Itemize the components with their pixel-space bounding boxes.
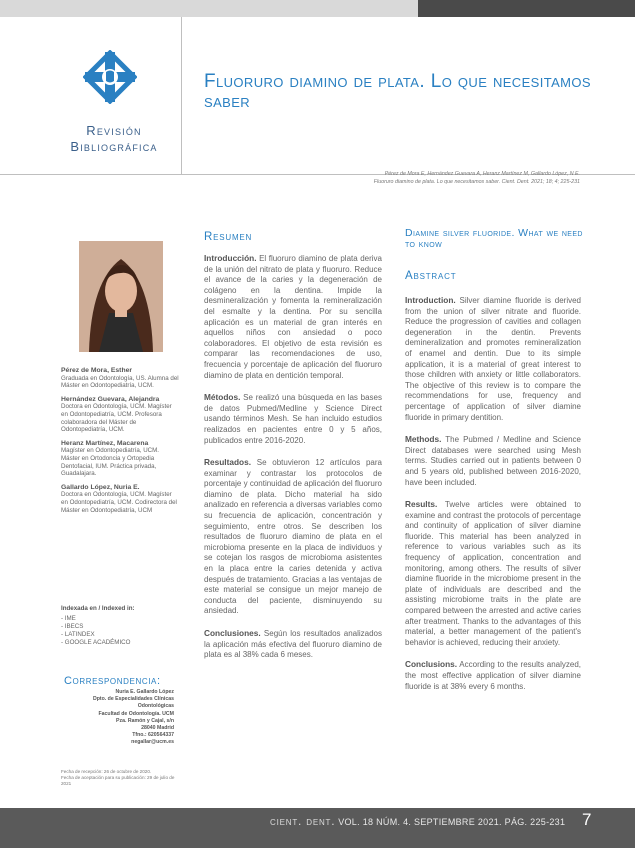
indexed-item: - IME: [61, 615, 76, 622]
abstract-paragraph: [405, 499, 581, 648]
correspondence-line: 28040 Madrid: [141, 725, 174, 732]
received-date: Fecha de recepción: 26 de octubre de 2020.: [61, 769, 152, 774]
section-label: [48, 123, 180, 155]
paragraph-text: Se realizó una búsqueda en las bases de datos Pubmed/Medline y Science Direct usando términos Mesh. Se han incluido estudios realizados en pacientes entre 0 y 5 años, publicados entre 2016-2020.: [204, 393, 382, 445]
correspondence-line: Dpto. de Especialidades Clínicas Odontológicas: [92, 696, 174, 710]
correspondence-line: Pza. Ramón y Cajal, s/n: [116, 717, 174, 724]
section-label-line1: Revisión: [86, 123, 142, 138]
author-name: Heranz Martínez, Macarena: [61, 439, 149, 447]
publication-dates: [61, 769, 181, 786]
resumen-heading: Resumen: [204, 231, 253, 243]
top-bar-light: [0, 0, 418, 17]
paragraph-label: Resultados.: [204, 457, 252, 468]
author-name: Gallardo López, Nuria E.: [61, 483, 140, 491]
paragraph-text: Según los resultados analizados la aplicación más efectiva del fluoruro diamino de plata es al 38% cada 6 meses.: [204, 629, 382, 660]
author-photo: [79, 241, 163, 352]
author-details: Doctora en Odontología, UCM. Magíster en Odontopediatría, UCM. Profesora colaboradora del Máster de Odontopediatría, UCM.: [61, 403, 172, 434]
abstract-heading: Abstract: [405, 270, 457, 282]
correspondence-address: [64, 689, 174, 747]
header-divider-vertical: [181, 17, 182, 175]
indexed-in: [61, 605, 179, 647]
footer-journal-info: [270, 814, 565, 828]
paragraph-text: Silver diamine fluoride is derived from the union of silver nitrate and fluoride. Reduce the progression of cavities and collagen degeneration in the dentin. Prevents demineralization and promotes remineralization of enamel and dentin. Due to its simple application, it is a material of great interest to those children with anxiety or little collaborators. The objective of this review is to compare the recommendations for use, frequency and percentage of application of silver diamine fluoride in primary dentition.: [405, 296, 581, 422]
correspondence-line: Tfno.: 620564337: [132, 732, 174, 739]
paragraph-label: Introduction.: [405, 295, 456, 305]
citation: [330, 170, 580, 186]
paragraph-text: According to the results analyzed, the most effective application of silver diamine fluoride is at 38% every 6 months.: [405, 660, 581, 691]
resumen-paragraph: [204, 253, 382, 381]
paragraph-text: El fluoruro diamino de plata deriva de la unión del nitrato de plata y fluoruro. Reduce el avance de la caries y la degeneración de colágeno en la dentina. Impide la desmineralización y fomenta la remineralización del esmalte y la dentina. Por su sencilla aplicación es un material de gran interés en aquellos niños con ansiedad o poco colaboradores. El objetivo de esta revisión es comparar las recomendaciones de uso, frecuencia y porcentaje de aplicación del fluoruro diamino de plata en dentición temporal.: [204, 254, 382, 380]
author-details: Doctora en Odontología, UCM. Magíster en Odontopediatría, UCM. Codirectora del Máster en Odontopediatría, UCM: [61, 491, 177, 514]
paragraph-label: Introducción.: [204, 253, 257, 263]
citation-line1: Pérez de Mora E, Hernández Guevara A, Heranz Martínez M, Gallardo López, N E.: [384, 171, 580, 177]
paragraph-text: The Pubmed / Medline and Science Direct databases were searched using Mesh terms. Studies carried out in patients between 0 and 5 years old, published between 2016-2020, have been included.: [405, 435, 581, 487]
top-bar-dark: [418, 0, 635, 17]
journal-logo-icon: [83, 50, 137, 104]
footer-brand: cient. dent.: [270, 814, 336, 828]
article-title: Fluoruro diamino de plata. Lo que necesitamos saber: [204, 71, 591, 112]
resumen-body: [204, 253, 382, 672]
accepted-date: Fecha de aceptación para su publicación: 29 de julio de 2021: [61, 774, 175, 786]
indexed-item: - GOOGLE ACADÉMICO: [61, 639, 131, 646]
english-title: Diamine silver fluoride. What we need to know: [405, 227, 583, 250]
indexed-item: - LATINDEX: [61, 631, 95, 638]
correspondence-heading: Correspondencia:: [64, 675, 161, 687]
paragraph-text: Twelve articles were obtained to examine and contrast the protocols of percentage and continuity of application of silver diamine fluoride. This material has been analyzed in reference to various variables such as its frequency of application, concentration and monitoring, among others. The results of silver diamine fluoride in the microbiome present in the plate of individuals are described and the assisting microbiome traits in the plate are compared between the arrested and active caries after treatment. Thanks to the advantages of this material, a better management of the patient's behavior is achieved, reducing their anxiety.: [405, 500, 581, 647]
author-details: Graduada en Odontología, US. Alumna del Máster en Odontopediatría, UCM.: [61, 374, 179, 390]
page-number: 7: [582, 810, 592, 829]
correspondence-line: Facultad de Odontología. UCM: [98, 710, 174, 717]
section-label-line2: Bibliográfica: [70, 139, 158, 154]
footer-issue: VOL. 18 NÚM. 4. SEPTIEMBRE 2021. PÁG. 225-231: [335, 817, 566, 827]
abstract-paragraph: [405, 295, 581, 423]
paragraph-label: Métodos.: [204, 392, 241, 403]
abstract-body: [405, 295, 581, 703]
resumen-paragraph: [204, 628, 382, 661]
author-name: Hernández Guevara, Alejandra: [61, 395, 160, 403]
correspondence-line: Nuria E. Gallardo López: [115, 689, 174, 695]
author-name: Pérez de Mora, Esther: [61, 367, 133, 374]
author-details: Magíster en Odontopediatría, UCM. Máster en Ortodoncia y Ortopedia Dentofacial, IUM. Práctica privada, Guadalajara.: [61, 447, 160, 478]
paragraph-text: Se obtuvieron 12 artículos para examinar y contrastar los protocolos de porcentaje y continuidad de aplicación del fluoruro diamino de plata. Dicho material ha sido analizado en referencia a diversas variables como su frecuencia de aplicación, concentración y seguimiento, entre otros. Se describen los resultados de fluoruro diamino de plata en el microbioma presente en la placa de individuos y se cotejan los rasgos de microbioma asistentes en la placa entre la caries detenida y activa después de tratamiento. Gracias a las ventajas de este material se consigue un mejor manejo de conducta del paciente, disminuyendo su ansiedad.: [204, 458, 382, 616]
abstract-paragraph: [405, 659, 581, 692]
citation-line2: Fluoruro diamino de plata. Lo que necesitamos saber. Cient. Dent. 2021; 18; 4; 225-231: [373, 179, 580, 185]
resumen-paragraph: [204, 392, 382, 446]
paragraph-label: Methods.: [405, 434, 442, 445]
authors-list: [61, 367, 179, 514]
abstract-paragraph: [405, 434, 581, 488]
paragraph-label: Results.: [405, 499, 438, 510]
indexed-heading: Indexada en / Indexed in:: [61, 605, 135, 612]
paragraph-label: Conclusions.: [405, 659, 458, 670]
paragraph-label: Conclusiones.: [204, 628, 261, 638]
resumen-paragraph: [204, 457, 382, 617]
indexed-item: - IBECS: [61, 623, 84, 630]
correspondence-email[interactable]: negallar@ucm.es: [131, 739, 174, 746]
